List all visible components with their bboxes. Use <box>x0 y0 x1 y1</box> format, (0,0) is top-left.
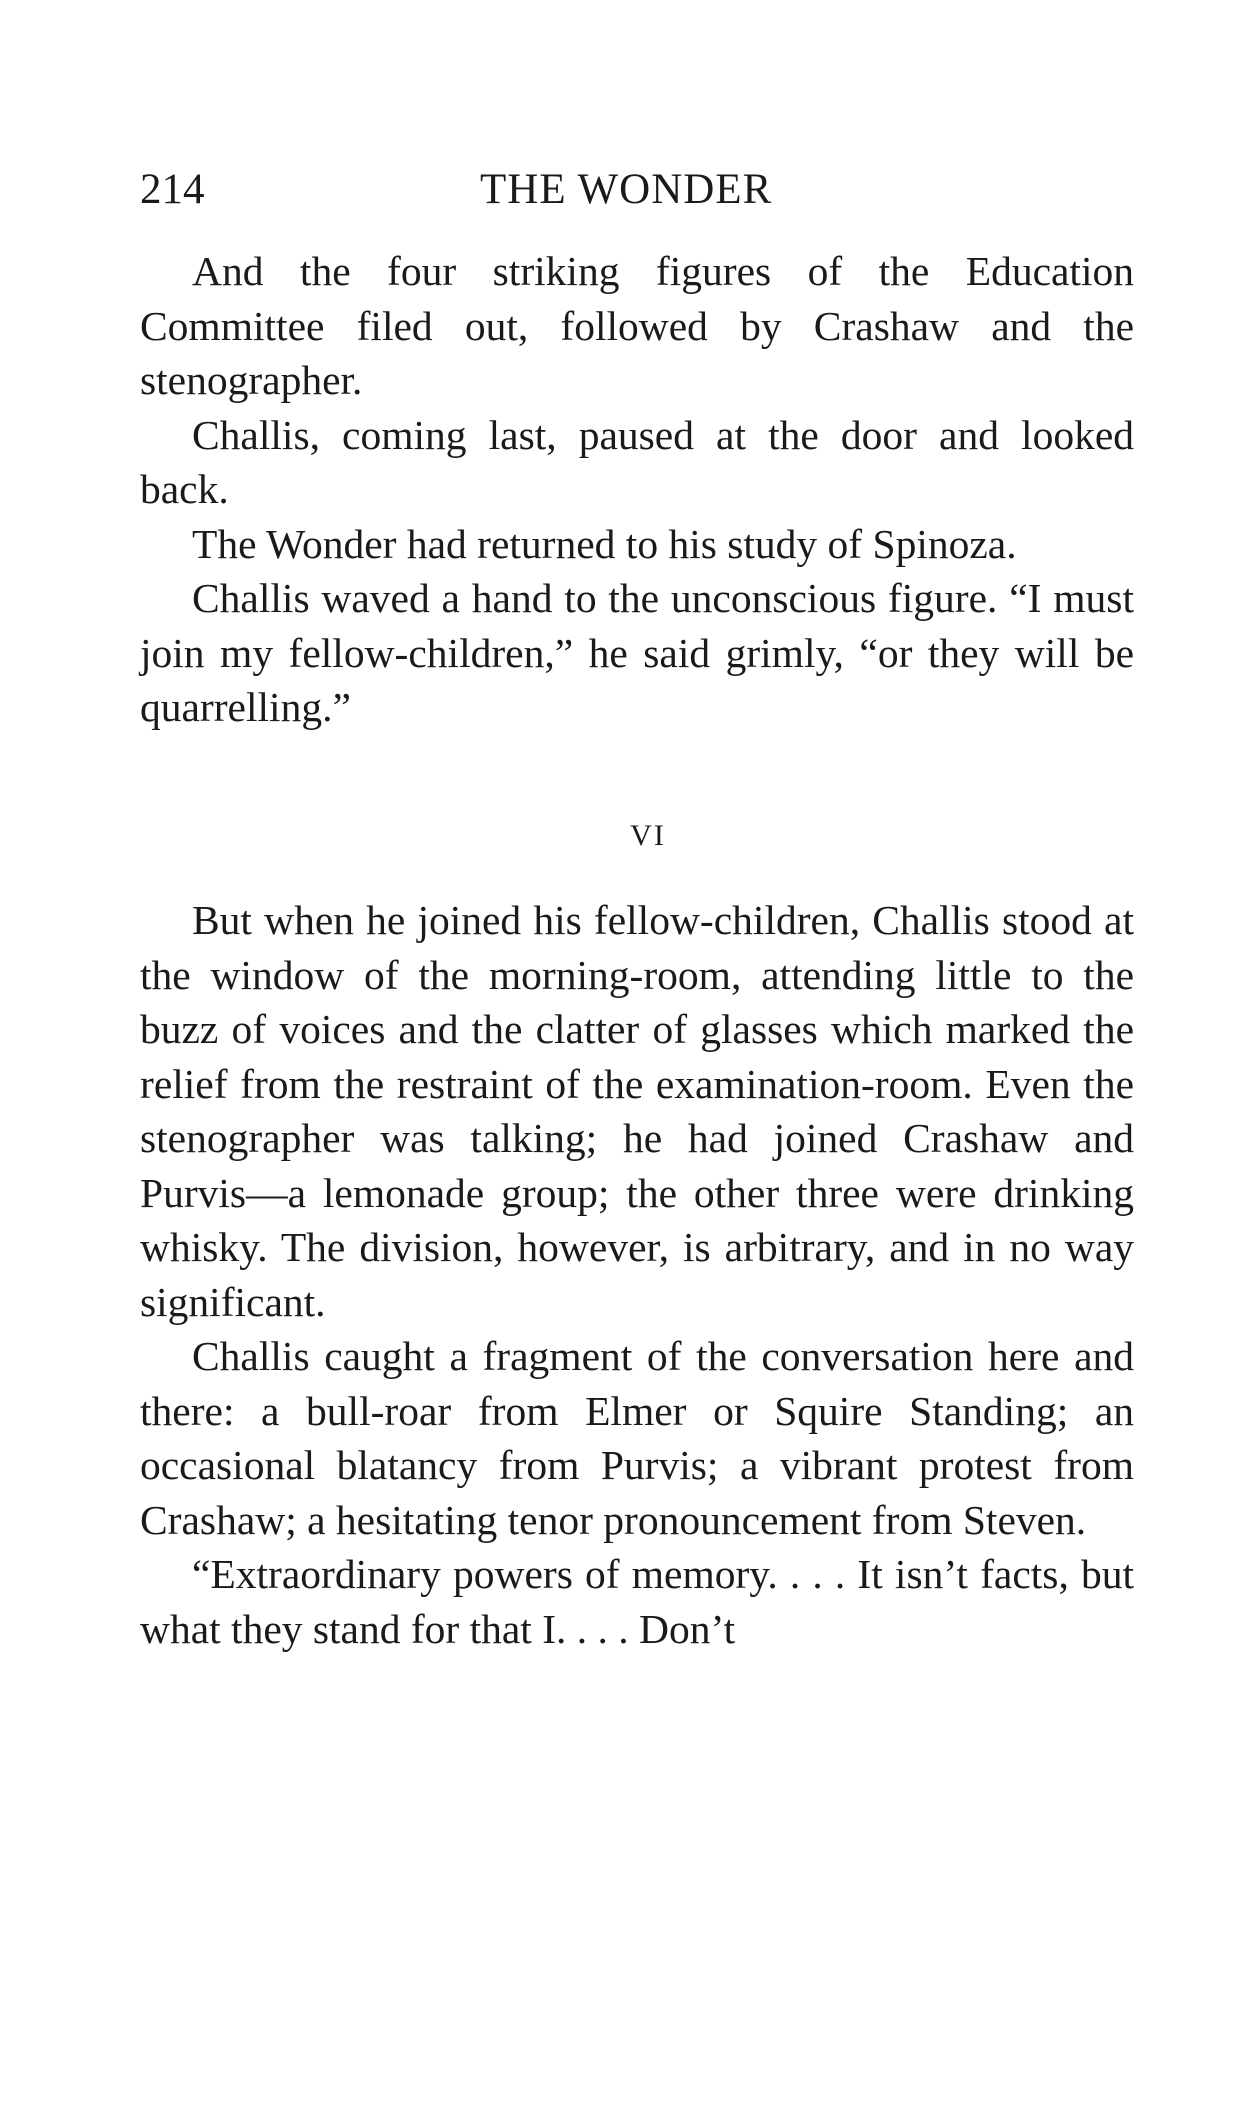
body-text-before-section <box>140 244 1134 735</box>
paragraph: Challis caught a fragment of the conversation here and there: a bull-roar from Elmer or Squire Standing; an occasional blatancy from Purvis; a vibrant protest from Crashaw; a hesitating tenor pronouncement from Steven. <box>140 1333 1134 1543</box>
page-number: 214 <box>140 166 205 213</box>
body-text-after-section <box>140 893 1134 1656</box>
paragraph: The Wonder had returned to his study of Spinoza. <box>192 520 1017 567</box>
section-heading: VI <box>630 819 666 852</box>
paragraph: Challis, coming last, paused at the door and looked back. <box>140 411 1134 512</box>
paragraph: “Extraordinary powers of memory. . . . It isn’t facts, but what they stand for that I. . . . Don’t <box>140 1551 1134 1652</box>
paragraph: But when he joined his fellow-children, Challis stood at the window of the morning-room, attending little to the buzz of voices and the clatter of glasses which marked the relief from the restraint of the examination-room. Even the stenographer was talking; he had joined Crashaw and Purvis—a lemonade group; the other three were drinking whisky. The division, however, is arbitrary, and in no way significant. <box>140 897 1134 1325</box>
paragraph: And the four striking figures of the Education Committee filed out, followed by Crashaw and the stenographer. <box>140 248 1134 403</box>
running-title: THE WONDER <box>480 166 773 213</box>
page-header <box>140 160 1136 220</box>
paragraph: Challis waved a hand to the unconscious figure. “I must join my fellow-children,” he said grimly, “or they will be quarrelling.” <box>140 575 1134 730</box>
